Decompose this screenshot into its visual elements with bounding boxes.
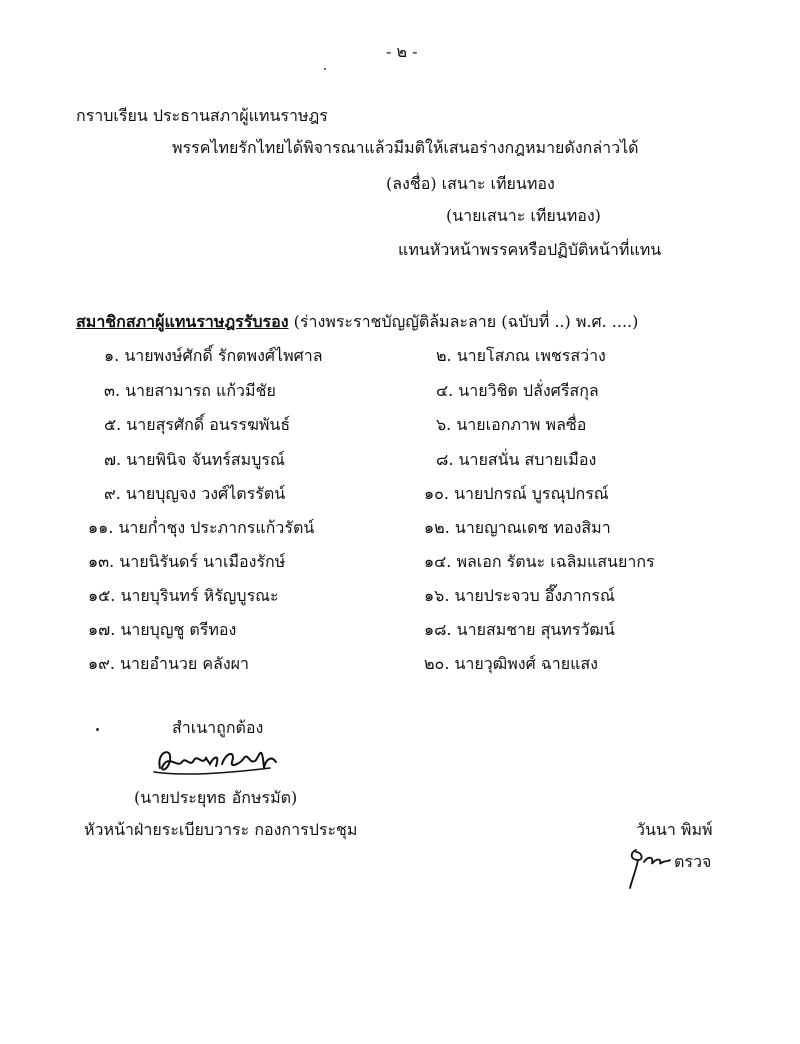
member-item: ๑๔. พลเอก รัตนะ เฉลิมแสนยากร — [424, 552, 655, 571]
member-item: ๕. นายสุรศักดิ์ อนรรฆพันธ์ — [104, 415, 291, 434]
handwritten-signature — [150, 738, 280, 782]
member-item: ๘. นายสนั่น สบายเมือง — [436, 450, 597, 469]
member-item: ๑๘. นายสมชาย สุนทรวัฒน์ — [424, 620, 615, 639]
member-item: ๓. นายสามารถ แก้วมีชัย — [104, 381, 276, 400]
member-item: ๑๗. นายบุญชู ตรีทอง — [88, 620, 237, 639]
member-item: ๑๒. นายญาณเดช ทองสิมา — [424, 518, 611, 537]
member-item: ๒๐. นายวุฒิพงศ์ ฉายแสง — [424, 654, 598, 673]
member-item: ๑๐. นายปกรณ์ บูรณุปกรณ์ — [424, 484, 609, 503]
member-item: ๗. นายพินิจ จันทร์สมบูรณ์ — [104, 450, 285, 469]
member-item: ๔. นายวิชิต ปลั่งศรีสกุล — [436, 381, 599, 400]
member-item: ๑๓. นายนิรันดร์ นาเมืองรักษ์ — [88, 552, 286, 571]
page-number: - ๒ - — [386, 42, 418, 61]
typist-line: วันนา พิมพ์ — [636, 820, 713, 839]
member-item: ๙. นายบุญจง วงศ์ไตรรัตน์ — [104, 484, 286, 503]
member-item: ๖. นายเอกภาพ พลซื่อ — [436, 415, 587, 434]
signer-title: แทนหัวหน้าพรรคหรือปฏิบัติหน้าที่แทน — [398, 240, 662, 259]
endorsement-subtitle: (ร่างพระราชบัญญัติล้มละลาย (ฉบับที่ ..) พ.ศ. ....) — [288, 312, 639, 331]
signer-printed-name: (นายเสนาะ เทียนทอง) — [446, 206, 601, 225]
certified-copy-label: สำเนาถูกต้อง — [172, 718, 264, 737]
member-item: ๑๕. นายบุรินทร์ หิรัญบูรณะ — [88, 586, 279, 605]
member-item: ๒. นายโสภณ เพชรสว่าง — [436, 346, 606, 365]
member-item: ๑๙. นายอำนวย คลังผา — [88, 654, 249, 673]
endorsement-line — [76, 312, 638, 331]
member-item: ๑๖. นายประจวบ อึ๊งภากรณ์ — [424, 586, 615, 605]
stray-mark — [96, 728, 99, 731]
body-text: พรรคไทยรักไทยได้พิจารณาแล้วมีมติให้เสนอร่างกฎหมายดังกล่าวได้ — [172, 138, 639, 157]
checker-initials — [622, 840, 672, 890]
member-item: ๑๑. นายก่ำชุง ประภากรแก้วรัตน์ — [88, 518, 315, 537]
member-item: ๑. นายพงษ์ศักดิ์ รักตพงศ์ไพศาล — [104, 346, 323, 365]
signed-line: (ลงชื่อ) เสนาะ เทียนทอง — [386, 174, 555, 193]
salutation: กราบเรียน ประธานสภาผู้แทนราษฎร — [76, 106, 328, 125]
certifier-name: (นายประยุทธ อักษรมัต) — [134, 788, 298, 807]
checker-line: ตรวจ — [674, 852, 712, 871]
stray-mark — [324, 68, 326, 70]
endorsement-heading: สมาชิกสภาผู้แทนราษฎรรับรอง — [76, 312, 289, 331]
certifier-position: หัวหน้าฝ่ายระเบียบวาระ กองการประชุม — [84, 820, 358, 839]
